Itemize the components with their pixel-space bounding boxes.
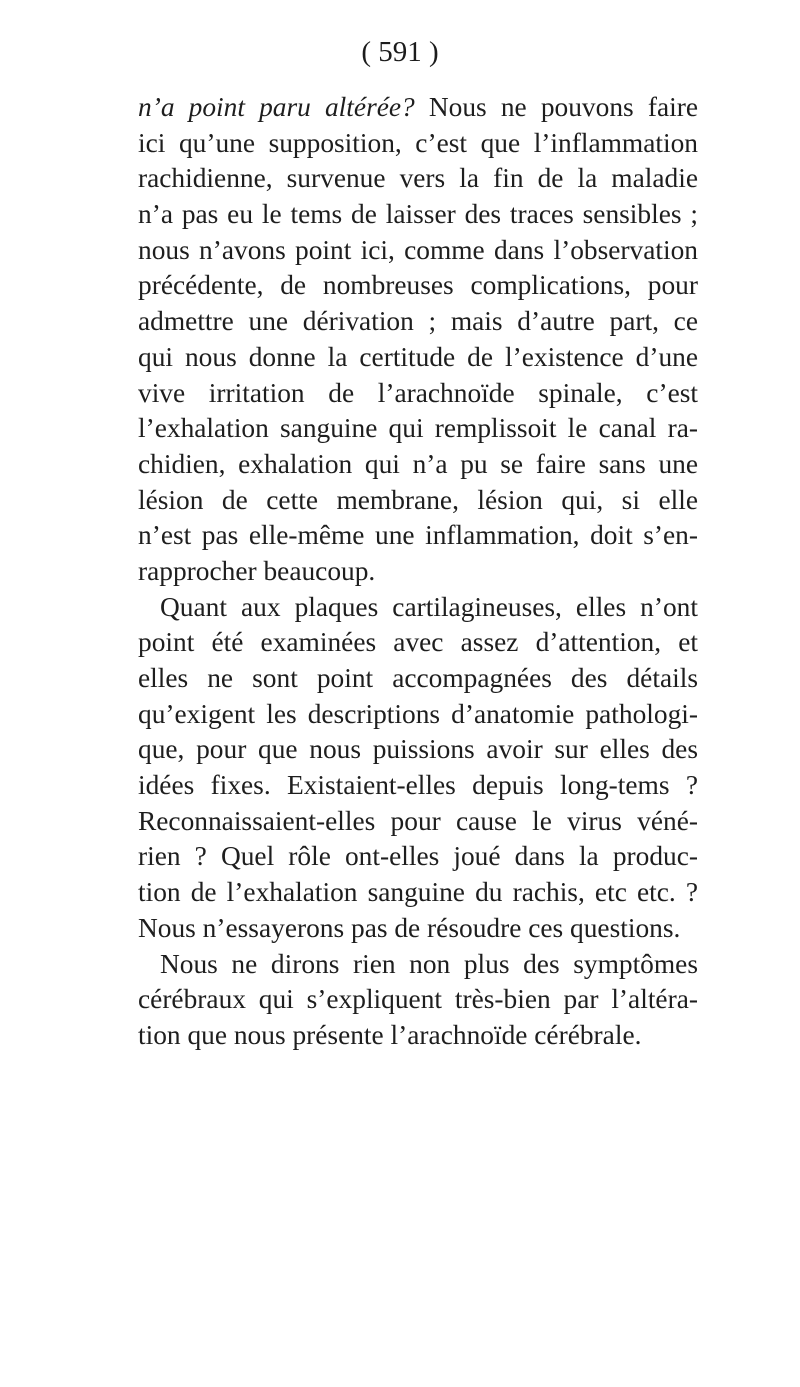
text-line: [138, 982, 698, 1018]
text-line: [138, 804, 698, 840]
line-text: vive irritation de l’arachnoïde spinale, c’est: [138, 377, 698, 408]
text-line: [138, 839, 698, 875]
text-line: [138, 768, 698, 804]
text-line: [138, 625, 698, 661]
text-line: [138, 340, 698, 376]
line-text: rachidienne, survenue vers la fin de la maladie: [138, 163, 698, 194]
text-line: [138, 697, 698, 733]
text-line: [138, 911, 698, 947]
text-line: [138, 447, 698, 483]
line-text: l’exhalation sanguine qui remplissoit le canal ra-: [138, 413, 698, 444]
text-line: [138, 590, 698, 626]
line-text: tion que nous présente l’arachnoïde cérébrale.: [138, 1019, 642, 1050]
italic-phrase: n’a point paru altérée?: [138, 92, 415, 122]
line-text: tion de l’exhalation sanguine du rachis, etc etc. ?: [138, 877, 698, 908]
line-text: cérébraux qui s’expliquent très-bien par l’altéra-: [138, 984, 698, 1015]
text-line: [138, 483, 698, 519]
text-line: [138, 1018, 698, 1054]
line-text: précédente, de nombreuses complications, pour: [138, 270, 698, 301]
line-text: Nous ne pouvons faire: [414, 92, 698, 122]
text-line: [138, 411, 698, 447]
text-line: [138, 875, 698, 911]
line-text: n’a pas eu le tems de laisser des traces sensibles ;: [138, 199, 698, 230]
line-text: qu’exigent les descriptions d’anatomie pathologi-: [138, 698, 698, 729]
text-line: [138, 268, 698, 304]
page-number: ( 591 ): [361, 36, 439, 68]
line-text: idées fixes. Existaient-elles depuis long-tems ?: [138, 770, 698, 801]
text-line: [138, 304, 698, 340]
text-line: [138, 90, 698, 126]
line-text: Nous n’essayerons pas de résoudre ces questions.: [138, 912, 681, 943]
line-text: nous n’avons point ici, comme dans l’observation: [138, 234, 698, 265]
line-text: Reconnaissaient-elles pour cause le virus véné-: [138, 805, 698, 836]
line-text: lésion de cette membrane, lésion qui, si elle: [138, 484, 698, 515]
text-line: [138, 732, 698, 768]
line-text: n’est pas elle-même une inflammation, doit s’en-: [138, 520, 698, 551]
text-line: [138, 554, 698, 590]
line-text: Quant aux plaques cartilagineuses, elles n’ont: [160, 591, 698, 622]
line-text: qui nous donne la certitude de l’existence d’une: [138, 341, 698, 372]
body-text: [138, 90, 698, 1054]
line-text: chidien, exhalation qui n’a pu se faire sans une: [138, 448, 698, 479]
text-line: [138, 376, 698, 412]
line-text: Nous ne dirons rien non plus des symptômes: [160, 948, 698, 979]
line-text: elles ne sont point accompagnées des détails: [138, 663, 698, 693]
text-line: [138, 661, 698, 697]
text-line: [138, 161, 698, 197]
text-line: [138, 947, 698, 983]
line-text: admettre une dérivation ; mais d’autre part, ce: [138, 306, 698, 337]
text-line: [138, 126, 698, 162]
line-text: rapprocher beaucoup.: [138, 555, 376, 586]
text-line: [138, 518, 698, 554]
line-text: que, pour que nous puissions avoir sur elles des: [138, 734, 698, 765]
line-text: rien ? Quel rôle ont-elles joué dans la produc-: [138, 841, 698, 872]
line-text: ici qu’une supposition, c’est que l’inflammation: [138, 127, 698, 158]
text-line: [138, 233, 698, 269]
text-line: [138, 197, 698, 233]
line-text: point été examinées avec assez d’attention, et: [138, 627, 698, 658]
